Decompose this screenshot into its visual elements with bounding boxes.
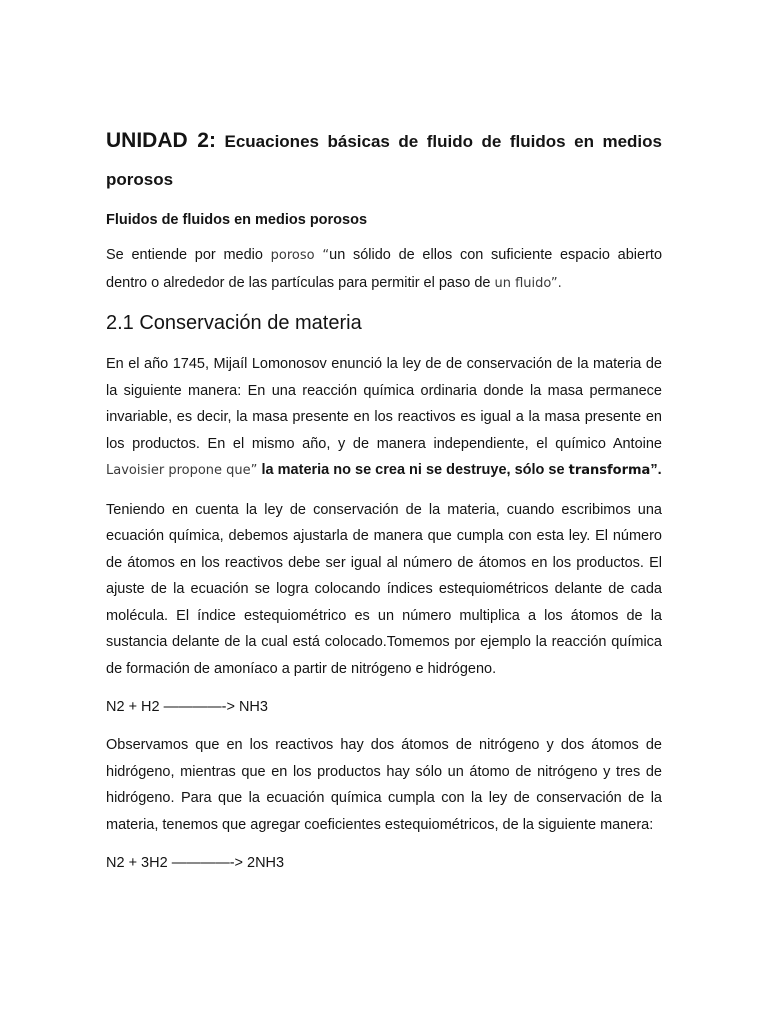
intro-paragraph (106, 242, 662, 297)
paragraph-adjustment: Teniendo en cuenta la ley de conservación de la materia, cuando escribimos una ecuación química, debemos ajustarla de manera que cumpla con esta ley. El número de átomos en los reactivos debe ser igual al número de átomos en los productos. El ajuste de la ecuación se logra colocando índices estequiométricos delante de cada molécula. El índice estequiométrico es un número multiplica a los átomos de la sustancia delante de la cual está colocado.Tomemos por ejemplo la reacción química de formación de amoníaco a partir de nitrógeno e hidrógeno. (106, 501, 662, 677)
intro-text-2: un sólido de ellos con suficiente espacio abierto dentro o alrededor de las partículas para permitir el paso de (106, 247, 663, 291)
intro-term: poroso “ (270, 248, 330, 263)
equation-balanced: N2 + 3H2 ————-> 2NH3 (106, 855, 285, 871)
subheading: Fluidos de fluidos en medios porosos (106, 212, 368, 228)
paragraph-1-text: En el año 1745, Mijaíl Lomonosov enunció la ley de de conservación de la materia de la siguiente manera: En una reacción química ordinaria donde la masa permanece invariable, es decir, la masa presente en los reactivos es igual a la masa presente en los productos. En el mismo año, y de manera independiente, el químico Antoine (106, 356, 662, 452)
document-page (106, 120, 662, 888)
unit-prefix: UNIDAD 2: (106, 129, 216, 152)
section-heading: 2.1 Conservación de materia (106, 312, 362, 334)
intro-term-2: un fluido”. (494, 275, 562, 291)
paragraph-1-bold: la materia no se crea ni se destruye, sólo se (261, 462, 569, 478)
paragraph-1-bold-end: transforma (568, 463, 651, 478)
equation-unbalanced: N2 + H2 ————-> NH3 (106, 699, 268, 715)
intro-text-1: Se entiende por medio (106, 247, 271, 263)
unit-title (106, 120, 662, 196)
paragraph-1-light: Lavoisier propone que” (106, 463, 262, 478)
paragraph-lomonosov (106, 351, 662, 485)
unit-title-text: Ecuaciones básicas de fluido de fluidos en medios porosos (106, 132, 662, 189)
paragraph-observation: Observamos que en los reactivos hay dos átomos de nitrógeno y dos átomos de hidrógeno, mientras que en los productos hay sólo un átomo de nitrógeno y tres de hidrógeno. Para que la ecuación química cumpla con la ley de conservación de la materia, tenemos que agregar coeficientes estequiométricos, de la siguiente manera: (106, 737, 662, 833)
paragraph-1-closing: ”. (650, 462, 662, 478)
